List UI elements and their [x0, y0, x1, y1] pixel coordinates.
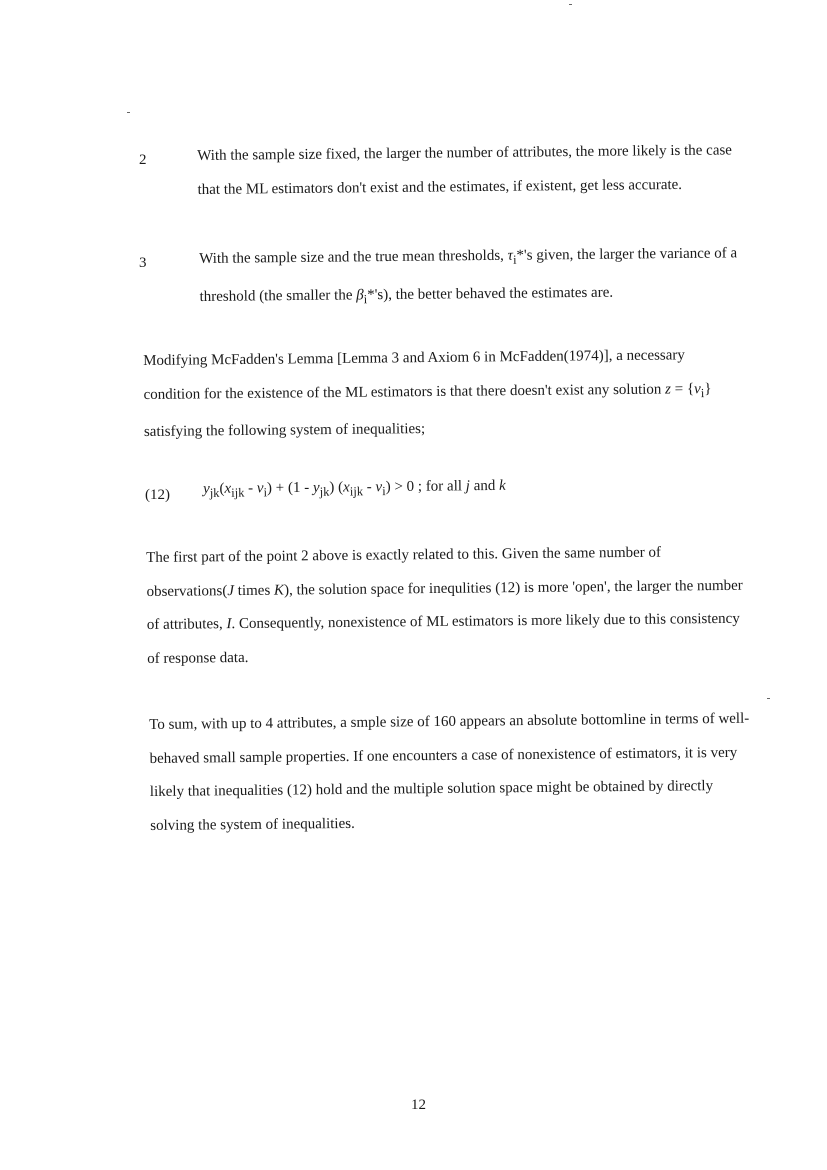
paragraph-sum: To sum, with up to 4 attributes, a smple size of 160 appears an absolute bottomline in terms of well-behaved small sample properties. If one encounters a case of nonexistence of estimators, it is very likely that inequalities (12) hold and the multiple solution space might be obtained by directly solving the system of inequalities.	[149, 710, 750, 834]
math-k: k	[499, 477, 506, 494]
math-op: and	[469, 477, 500, 495]
math-op: (	[219, 480, 225, 497]
math-op: ) + (1 -	[266, 479, 314, 497]
paragraph-text: . Consequently, nonexistence of ML estimators is more likely due to this consistency of response data.	[147, 610, 740, 667]
math-subscript: jk	[209, 485, 220, 500]
math-x: x	[343, 479, 350, 496]
item-text: With the sample size fixed, the larger the number of attributes, the more likely is the case that the ML estimators don't exist and the estimates, if existent, get less accurate.	[197, 142, 733, 198]
math-v: v	[694, 380, 701, 397]
page-number: 12	[411, 1097, 426, 1113]
math-op: -	[244, 480, 257, 497]
math-K: K	[273, 582, 285, 599]
math-z: z	[665, 380, 672, 398]
math-v: v	[256, 480, 264, 497]
math-subscript: i	[382, 484, 386, 499]
equation-12	[203, 478, 506, 501]
paragraph-text: } satisfying the following system of inequalities;	[143, 380, 712, 440]
item-text	[199, 236, 745, 318]
math-op: -	[362, 479, 376, 496]
item-text-part: *'s), the better behaved the estimates are.	[367, 284, 614, 304]
math-op: ) (	[329, 479, 344, 496]
paragraph-text: = {	[670, 380, 695, 397]
item-text-part: *'s given, the larger the variance of a threshold (the smaller the	[199, 245, 738, 305]
math-v: v	[375, 479, 383, 496]
math-subscript: i	[263, 485, 268, 500]
tau-symbol: τ	[507, 247, 514, 264]
math-subscript: ijk	[231, 485, 245, 500]
math-y: y	[312, 479, 320, 496]
paragraph-first-part	[146, 536, 747, 676]
paragraph-mcfadden	[143, 339, 744, 450]
equation-number: (12)	[145, 487, 170, 503]
math-subscript: ijk	[349, 484, 364, 499]
paragraph-text: Modifying McFadden's Lemma [Lemma 3 and Axiom 6 in McFadden(1974)], a necessary condition for the existence of the ML estimators is that there doesn't exist any solution	[143, 347, 685, 403]
tau-subscript: i	[512, 252, 517, 267]
beta-symbol: β	[356, 287, 364, 304]
math-I: I	[226, 616, 232, 633]
math-j: j	[465, 478, 471, 495]
scan-speck	[767, 698, 770, 699]
math-x: x	[224, 480, 232, 497]
item-number: 3	[139, 255, 147, 271]
paragraph-text: times	[233, 582, 275, 599]
scan-speck	[127, 112, 130, 113]
item-text-part: With the sample size and the true mean thresholds,	[199, 247, 508, 267]
scan-speck	[569, 4, 572, 5]
math-op: ) > 0 ; for all	[385, 478, 466, 496]
math-J: J	[227, 582, 235, 599]
paragraph-text: The first part of the point 2 above is exactly related to this. Given the same number of observations(	[146, 544, 662, 600]
math-subscript: i	[700, 385, 705, 400]
math-subscript: jk	[319, 484, 330, 499]
math-y: y	[203, 480, 210, 497]
paragraph-text: ), the solution space for inequlities (12) is more 'open', the larger the number of attributes,	[146, 577, 743, 633]
item-number: 2	[139, 152, 147, 168]
beta-subscript: i	[363, 292, 368, 307]
